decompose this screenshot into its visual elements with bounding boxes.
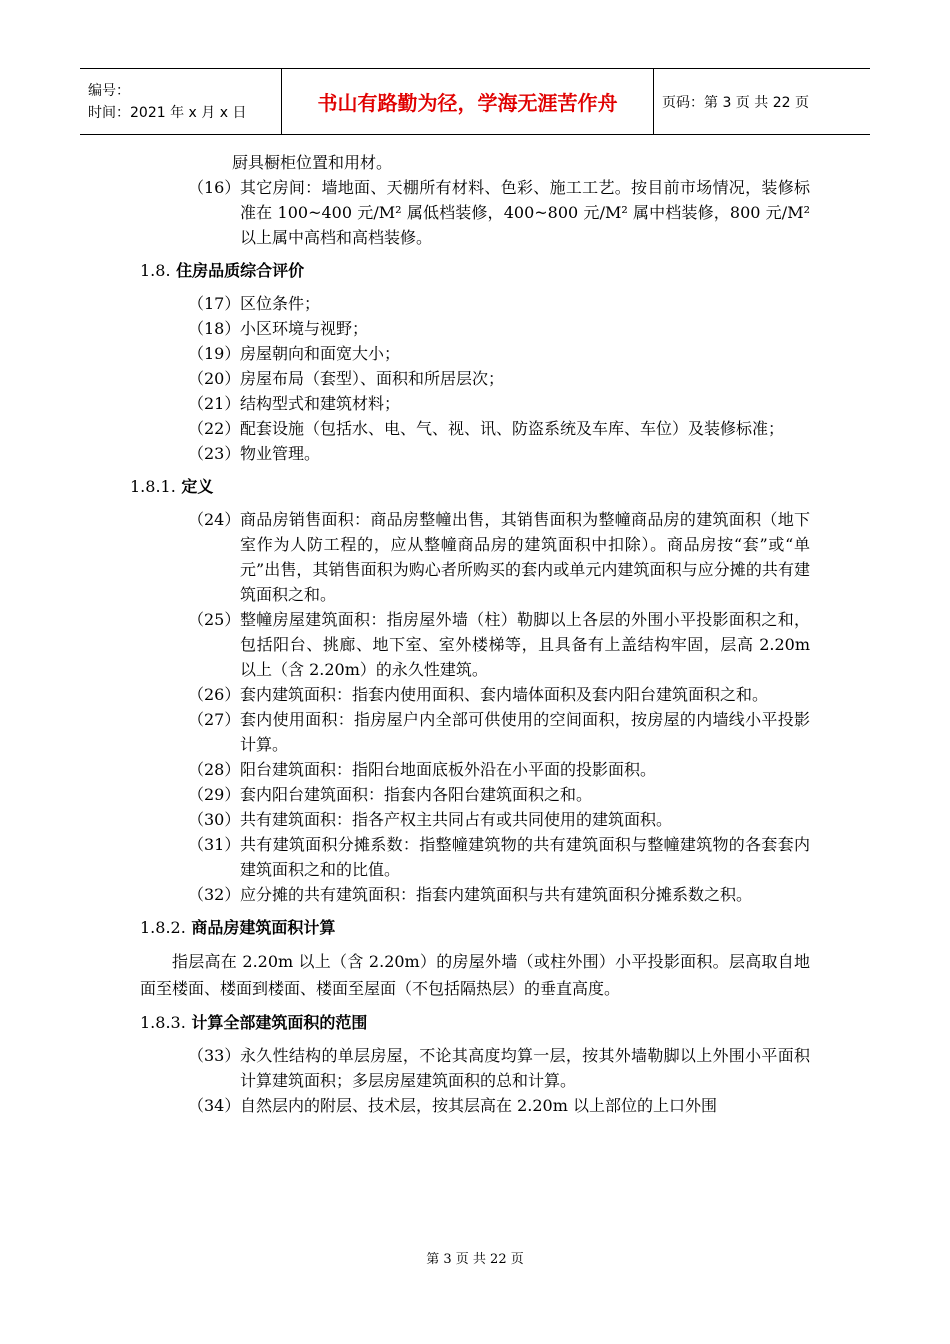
section-title: 定义 [181, 477, 214, 496]
header-info [80, 69, 282, 134]
list-item [188, 707, 810, 757]
section-heading [140, 915, 810, 940]
item-text: 整幢房屋建筑面积：指房屋外墙（柱）勒脚以上各层的外围小平投影面积之和，包括阳台、挑廊、地下室、室外楼梯等，且具备有上盖结构牢固，层高 2.20m 以上（含 2.20m）的永久性建筑。 [240, 610, 810, 679]
time-label: 时间：2021 年 x 月 x 日 [88, 104, 247, 121]
item-number: （29） [188, 785, 241, 804]
item-number: （30） [188, 810, 241, 829]
section-number: 1.8.2. [140, 918, 186, 937]
item-list-c [140, 1043, 810, 1118]
item-text: 自然层内的附层、技术层，按其层高在 2.20m 以上部位的上口外围 [240, 1096, 717, 1115]
item-text: 共有建筑面积分摊系数：指整幢建筑物的共有建筑面积与整幢建筑物的各套套内建筑面积之和的比值。 [240, 835, 810, 879]
item-number: （27） [188, 710, 241, 729]
item-text: 应分摊的共有建筑面积：指套内建筑面积与共有建筑面积分摊系数之积。 [240, 885, 753, 904]
section-number: 1.8.3. [140, 1013, 186, 1032]
item-text: 结构型式和建筑材料； [240, 394, 401, 413]
item-list-a [140, 291, 810, 466]
section-heading [130, 474, 810, 499]
list-item [188, 441, 810, 466]
list-item [188, 291, 810, 316]
page-footer: 第 3 页 共 22 页 [426, 1252, 524, 1267]
list-item [188, 366, 810, 391]
item-text: 配套设施（包括水、电、气、视、讯、防盗系统及车库、车位）及装修标准； [240, 419, 785, 438]
item-number: （34） [188, 1096, 241, 1115]
item-text: 房屋朝向和面宽大小； [240, 344, 401, 363]
section-heading [140, 1010, 810, 1035]
item-text: 套内建筑面积：指套内使用面积、套内墙体面积及套内阳台建筑面积之和。 [240, 685, 769, 704]
list-item [188, 832, 810, 882]
list-item [188, 807, 810, 832]
list-item [188, 175, 810, 250]
item-number: （16） [188, 178, 241, 197]
list-item [188, 682, 810, 707]
list-item [188, 507, 810, 607]
item-text: 阳台建筑面积：指阳台地面底板外沿在小平面的投影面积。 [240, 760, 657, 779]
section-title: 计算全部建筑面积的范围 [191, 1013, 368, 1032]
item-text: 区位条件； [240, 294, 321, 313]
item-text: 物业管理。 [240, 444, 321, 463]
item-number: （25） [188, 610, 241, 629]
item-number: （31） [188, 835, 241, 854]
item-text: 共有建筑面积：指各产权主共同占有或共同使用的建筑面积。 [240, 810, 673, 829]
item-number: （26） [188, 685, 241, 704]
item-number: （22） [188, 419, 241, 438]
item-number: （19） [188, 344, 241, 363]
item-text: 其它房间：墙地面、天棚所有材料、色彩、施工工艺。按目前市场情况，装修标准在 100~400 元/M² 属低档装修，400~800 元/M² 属中档装修，800 元/M² 以上属中高档和高档装修。 [240, 178, 810, 247]
header-motto: 书山有路勤为径，学海无涯苦作舟 [282, 69, 654, 134]
list-item [188, 757, 810, 782]
item-number: （17） [188, 294, 241, 313]
section-number: 1.8.1. [130, 477, 176, 496]
continuation-line: 厨具橱柜位置和用材。 [232, 153, 393, 172]
item-list-b [140, 507, 810, 907]
list-item [188, 316, 810, 341]
page-header [80, 68, 870, 135]
item-text: 商品房销售面积：商品房整幢出售，其销售面积为整幢商品房的建筑面积（地下室作为人防工程的，应从整幢商品房的建筑面积中扣除）。商品房按“套”或“单元”出售，其销售面积为购心者所购买的套内或单元内建筑面积与应分摊的共有建筑面积之和。 [240, 510, 810, 604]
item-text: 永久性结构的单层房屋，不论其高度均算一层，按其外墙勒脚以上外围小平面积计算建筑面积；多层房屋建筑面积的总和计算。 [240, 1046, 810, 1090]
page-number-label: 页码：第 3 页 共 22 页 [662, 94, 809, 111]
list-item [188, 1043, 810, 1093]
section-number: 1.8. [140, 261, 171, 280]
list-item [188, 882, 810, 907]
item-text: 小区环境与视野； [240, 319, 369, 338]
code-label: 编号： [88, 82, 130, 99]
section-title: 商品房建筑面积计算 [191, 918, 336, 937]
list-item [188, 1093, 810, 1118]
item-number: （21） [188, 394, 241, 413]
item-number: （32） [188, 885, 241, 904]
item-number: （24） [188, 510, 241, 529]
item-text: 房屋布局（套型）、面积和所居层次； [240, 369, 505, 388]
list-item [188, 607, 810, 682]
section-heading [140, 258, 810, 283]
item-number: （18） [188, 319, 241, 338]
item-number: （20） [188, 369, 241, 388]
item-text: 套内阳台建筑面积：指套内各阳台建筑面积之和。 [240, 785, 593, 804]
section-title: 住房品质综合评价 [176, 261, 305, 280]
list-item [188, 416, 810, 441]
paragraph: 指层高在 2.20m 以上（含 2.20m）的房屋外墙（或柱外围）小平投影面积。层高取自地面至楼面、楼面到楼面、楼面至屋面（不包括隔热层）的垂直高度。 [140, 952, 810, 998]
item-text: 套内使用面积：指房屋户内全部可供使用的空间面积，按房屋的内墙线小平投影计算。 [240, 710, 810, 754]
item-number: （28） [188, 760, 241, 779]
list-item [188, 782, 810, 807]
document-body [130, 150, 810, 1118]
item-number: （33） [188, 1046, 241, 1065]
list-item [188, 391, 810, 416]
list-item [188, 341, 810, 366]
item-number: （23） [188, 444, 241, 463]
